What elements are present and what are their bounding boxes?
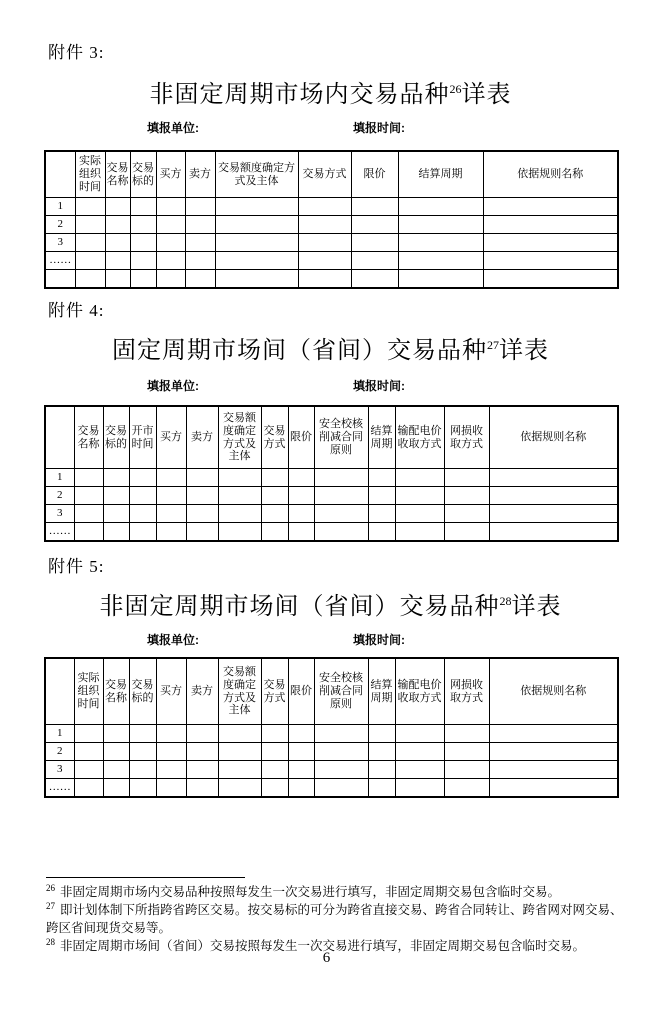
empty-cell (314, 761, 368, 779)
attachment-4-title (44, 330, 617, 365)
column-header: 交易标的 (130, 151, 156, 198)
empty-cell (75, 216, 105, 234)
empty-cell (351, 198, 398, 216)
empty-cell (288, 761, 314, 779)
empty-cell (129, 761, 156, 779)
title-text: 非固定周期市场间（省间）交易品种 (99, 594, 500, 620)
empty-cell (75, 252, 105, 270)
empty-cell (489, 725, 618, 743)
table-row (45, 487, 618, 505)
empty-cell (298, 234, 351, 252)
empty-cell (74, 505, 103, 523)
empty-cell (185, 216, 215, 234)
header-row (45, 406, 618, 469)
column-header: 实际组织时间 (74, 658, 103, 725)
empty-cell (75, 234, 105, 252)
empty-cell (186, 725, 218, 743)
empty-cell (288, 743, 314, 761)
empty-cell (398, 234, 483, 252)
empty-cell (156, 216, 185, 234)
column-header: 交易方式 (261, 658, 288, 725)
footnote-ref-27: 27 (487, 338, 499, 352)
footnote-text: 非固定周期市场间（省间）交易按照每发生一次交易进行填写，非固定周期交易包含临时交易。 (60, 939, 586, 953)
empty-cell (368, 761, 395, 779)
table-row (45, 743, 618, 761)
table-row (45, 725, 618, 743)
empty-cell (74, 761, 103, 779)
empty-cell (218, 761, 261, 779)
column-header: 输配电价收取方式 (395, 658, 444, 725)
attachment-5-form-labels (0, 631, 653, 647)
empty-cell (186, 487, 218, 505)
empty-cell (444, 487, 489, 505)
empty-cell (314, 469, 368, 487)
empty-cell (398, 198, 483, 216)
column-header: 交易额度确定方式及主体 (218, 658, 261, 725)
column-header (45, 151, 75, 198)
empty-cell (368, 469, 395, 487)
column-header: 卖方 (186, 406, 218, 469)
empty-cell (156, 505, 186, 523)
column-header: 安全校核削减合同原则 (314, 406, 368, 469)
column-header: 依据规则名称 (489, 406, 618, 469)
empty-cell (129, 523, 156, 542)
column-header: 交易方式 (261, 406, 288, 469)
column-header: 卖方 (185, 151, 215, 198)
attachment-3-table (44, 150, 619, 289)
row-number-cell: 3 (45, 234, 75, 252)
empty-cell (351, 216, 398, 234)
column-header: 买方 (156, 151, 185, 198)
empty-cell (103, 469, 129, 487)
empty-cell (489, 487, 618, 505)
column-header: 卖方 (186, 658, 218, 725)
empty-cell (156, 761, 186, 779)
reporting-time-label: 填报时间: (353, 633, 405, 647)
page-number: 6 (322, 950, 331, 966)
empty-cell (215, 252, 298, 270)
empty-cell (398, 216, 483, 234)
column-header: 安全校核削减合同原则 (314, 658, 368, 725)
empty-cell (489, 779, 618, 798)
row-number-cell: 2 (45, 216, 75, 234)
empty-cell (314, 779, 368, 798)
empty-cell (103, 779, 129, 798)
row-number-cell: …… (45, 779, 74, 798)
empty-cell (444, 523, 489, 542)
empty-cell (103, 505, 129, 523)
column-header (45, 658, 74, 725)
column-header: 结算周期 (368, 658, 395, 725)
empty-cell (103, 725, 129, 743)
table-row (45, 198, 618, 216)
empty-cell (368, 743, 395, 761)
footnote-text: 即计划体制下所指跨省跨区交易。按交易标的可分为跨省直接交易、跨省合同转让、跨省网对网交易、跨区省间现货交易等。 (46, 903, 623, 935)
reporting-time-label: 填报时间: (353, 121, 405, 135)
empty-cell (288, 469, 314, 487)
empty-cell (489, 743, 618, 761)
footnote-27 (46, 901, 634, 937)
table-row (45, 761, 618, 779)
reporting-unit-label: 填报单位: (147, 121, 199, 135)
footnotes (46, 883, 634, 955)
column-header: 限价 (351, 151, 398, 198)
empty-cell (130, 252, 156, 270)
empty-cell (105, 252, 130, 270)
empty-cell (218, 743, 261, 761)
row-number-cell: 1 (45, 725, 74, 743)
attachment-5-table (44, 657, 619, 798)
attachment-4-form-labels (0, 377, 653, 393)
attachment-5-title (44, 586, 617, 621)
column-header: 限价 (288, 406, 314, 469)
attachment-4-table (44, 405, 619, 542)
row-number-cell: 2 (45, 743, 74, 761)
empty-cell (156, 487, 186, 505)
footnote-ref-26: 26 (449, 82, 462, 96)
empty-cell (218, 505, 261, 523)
empty-cell (444, 469, 489, 487)
footnote-separator (46, 877, 245, 878)
empty-cell (129, 487, 156, 505)
column-header: 依据规则名称 (483, 151, 618, 198)
empty-cell (185, 252, 215, 270)
empty-cell (186, 523, 218, 542)
empty-cell (156, 469, 186, 487)
empty-cell (156, 743, 186, 761)
empty-cell (218, 469, 261, 487)
empty-cell (218, 487, 261, 505)
empty-cell (103, 743, 129, 761)
empty-cell (489, 505, 618, 523)
empty-cell (444, 743, 489, 761)
column-header: 买方 (156, 406, 186, 469)
empty-cell (444, 761, 489, 779)
empty-cell (483, 234, 618, 252)
empty-cell (261, 761, 288, 779)
footnote-marker: 26 (46, 882, 55, 893)
empty-cell (368, 725, 395, 743)
empty-cell (74, 487, 103, 505)
title-suffix: 详表 (461, 82, 512, 108)
column-header: 限价 (288, 658, 314, 725)
column-header: 交易标的 (129, 658, 156, 725)
empty-cell (314, 487, 368, 505)
column-header: 交易额度确定方式及主体 (218, 406, 261, 469)
empty-cell (129, 469, 156, 487)
empty-cell (288, 523, 314, 542)
empty-cell (186, 505, 218, 523)
empty-cell (395, 779, 444, 798)
column-header (45, 406, 74, 469)
empty-cell (215, 234, 298, 252)
empty-cell (218, 779, 261, 798)
table-row (45, 270, 618, 289)
column-header: 交易名称 (103, 658, 129, 725)
column-header: 结算周期 (398, 151, 483, 198)
empty-cell (103, 761, 129, 779)
footnote-marker: 28 (46, 936, 55, 947)
empty-cell (298, 216, 351, 234)
column-header: 结算周期 (368, 406, 395, 469)
empty-cell (314, 743, 368, 761)
empty-cell (130, 198, 156, 216)
row-number-cell: 1 (45, 469, 74, 487)
empty-cell (156, 725, 186, 743)
row-number-cell: 3 (45, 505, 74, 523)
row-number-cell: 3 (45, 761, 74, 779)
table-row (45, 469, 618, 487)
empty-cell (261, 725, 288, 743)
empty-cell (261, 469, 288, 487)
empty-cell (74, 725, 103, 743)
empty-cell (444, 505, 489, 523)
table-row (45, 505, 618, 523)
title-suffix: 详表 (499, 338, 549, 364)
column-header: 实际组织时间 (75, 151, 105, 198)
empty-cell (129, 779, 156, 798)
empty-cell (74, 523, 103, 542)
column-header: 输配电价收取方式 (395, 406, 444, 469)
empty-cell (483, 252, 618, 270)
table-row (45, 216, 618, 234)
empty-cell (105, 216, 130, 234)
empty-cell (351, 252, 398, 270)
footnote-ref-28: 28 (499, 594, 512, 608)
column-header: 交易标的 (103, 406, 129, 469)
empty-cell (395, 469, 444, 487)
column-header: 交易额度确定方式及主体 (215, 151, 298, 198)
empty-cell (130, 234, 156, 252)
footnote-text: 非固定周期市场内交易品种按照每发生一次交易进行填写，非固定周期交易包含临时交易。 (60, 885, 561, 899)
empty-cell (398, 270, 483, 289)
empty-cell (103, 487, 129, 505)
empty-cell (185, 234, 215, 252)
empty-cell (186, 469, 218, 487)
empty-cell (105, 270, 130, 289)
empty-cell (185, 270, 215, 289)
empty-cell (314, 523, 368, 542)
row-number-cell (45, 270, 75, 289)
empty-cell (75, 270, 105, 289)
empty-cell (156, 779, 186, 798)
empty-cell (103, 523, 129, 542)
footnote-26 (46, 883, 634, 901)
reporting-unit-label: 填报单位: (147, 379, 199, 393)
empty-cell (186, 779, 218, 798)
empty-cell (444, 725, 489, 743)
empty-cell (75, 198, 105, 216)
empty-cell (156, 523, 186, 542)
title-suffix: 详表 (511, 594, 562, 620)
attachment-3-form-labels (0, 119, 653, 135)
empty-cell (351, 234, 398, 252)
empty-cell (298, 252, 351, 270)
empty-cell (489, 761, 618, 779)
empty-cell (261, 505, 288, 523)
empty-cell (298, 270, 351, 289)
attachment-3-title (44, 74, 617, 109)
row-number-cell: …… (45, 523, 74, 542)
header-row (45, 151, 618, 198)
empty-cell (215, 216, 298, 234)
empty-cell (351, 270, 398, 289)
row-number-cell: …… (45, 252, 75, 270)
empty-cell (395, 523, 444, 542)
empty-cell (288, 779, 314, 798)
empty-cell (105, 234, 130, 252)
column-header: 交易名称 (105, 151, 130, 198)
column-header: 网损收取方式 (444, 658, 489, 725)
empty-cell (261, 779, 288, 798)
table-row (45, 252, 618, 270)
empty-cell (489, 523, 618, 542)
title-text: 固定周期市场间（省间）交易品种 (112, 338, 487, 364)
empty-cell (218, 725, 261, 743)
column-header: 依据规则名称 (489, 658, 618, 725)
empty-cell (298, 198, 351, 216)
empty-cell (186, 761, 218, 779)
empty-cell (215, 198, 298, 216)
empty-cell (368, 487, 395, 505)
row-number-cell: 1 (45, 198, 75, 216)
empty-cell (288, 487, 314, 505)
empty-cell (288, 725, 314, 743)
empty-cell (129, 505, 156, 523)
empty-cell (129, 725, 156, 743)
empty-cell (395, 487, 444, 505)
attachment-3-label: 附件 3: (48, 43, 105, 62)
attachment-4-label: 附件 4: (48, 301, 105, 320)
column-header: 交易名称 (74, 406, 103, 469)
column-header: 网损收取方式 (444, 406, 489, 469)
empty-cell (261, 743, 288, 761)
table-row (45, 779, 618, 798)
empty-cell (74, 743, 103, 761)
empty-cell (368, 779, 395, 798)
empty-cell (156, 252, 185, 270)
empty-cell (156, 234, 185, 252)
table-row (45, 523, 618, 542)
reporting-time-label: 填报时间: (353, 379, 405, 393)
empty-cell (129, 743, 156, 761)
empty-cell (395, 725, 444, 743)
row-number-cell: 2 (45, 487, 74, 505)
empty-cell (261, 523, 288, 542)
attachment-5-label: 附件 5: (48, 557, 105, 576)
empty-cell (395, 761, 444, 779)
column-header: 开市时间 (129, 406, 156, 469)
empty-cell (261, 487, 288, 505)
empty-cell (314, 725, 368, 743)
empty-cell (74, 469, 103, 487)
column-header: 交易方式 (298, 151, 351, 198)
empty-cell (288, 505, 314, 523)
table-row (45, 234, 618, 252)
empty-cell (186, 743, 218, 761)
empty-cell (215, 270, 298, 289)
empty-cell (395, 743, 444, 761)
header-row (45, 658, 618, 725)
empty-cell (483, 198, 618, 216)
empty-cell (130, 270, 156, 289)
empty-cell (156, 270, 185, 289)
empty-cell (156, 198, 185, 216)
column-header: 买方 (156, 658, 186, 725)
title-text: 非固定周期市场内交易品种 (149, 82, 450, 108)
empty-cell (74, 779, 103, 798)
empty-cell (130, 216, 156, 234)
footnote-marker: 27 (46, 900, 55, 911)
reporting-unit-label: 填报单位: (147, 633, 199, 647)
empty-cell (395, 505, 444, 523)
empty-cell (368, 523, 395, 542)
empty-cell (489, 469, 618, 487)
empty-cell (444, 779, 489, 798)
empty-cell (483, 270, 618, 289)
empty-cell (105, 198, 130, 216)
empty-cell (368, 505, 395, 523)
empty-cell (483, 216, 618, 234)
empty-cell (314, 505, 368, 523)
empty-cell (398, 252, 483, 270)
empty-cell (185, 198, 215, 216)
empty-cell (218, 523, 261, 542)
